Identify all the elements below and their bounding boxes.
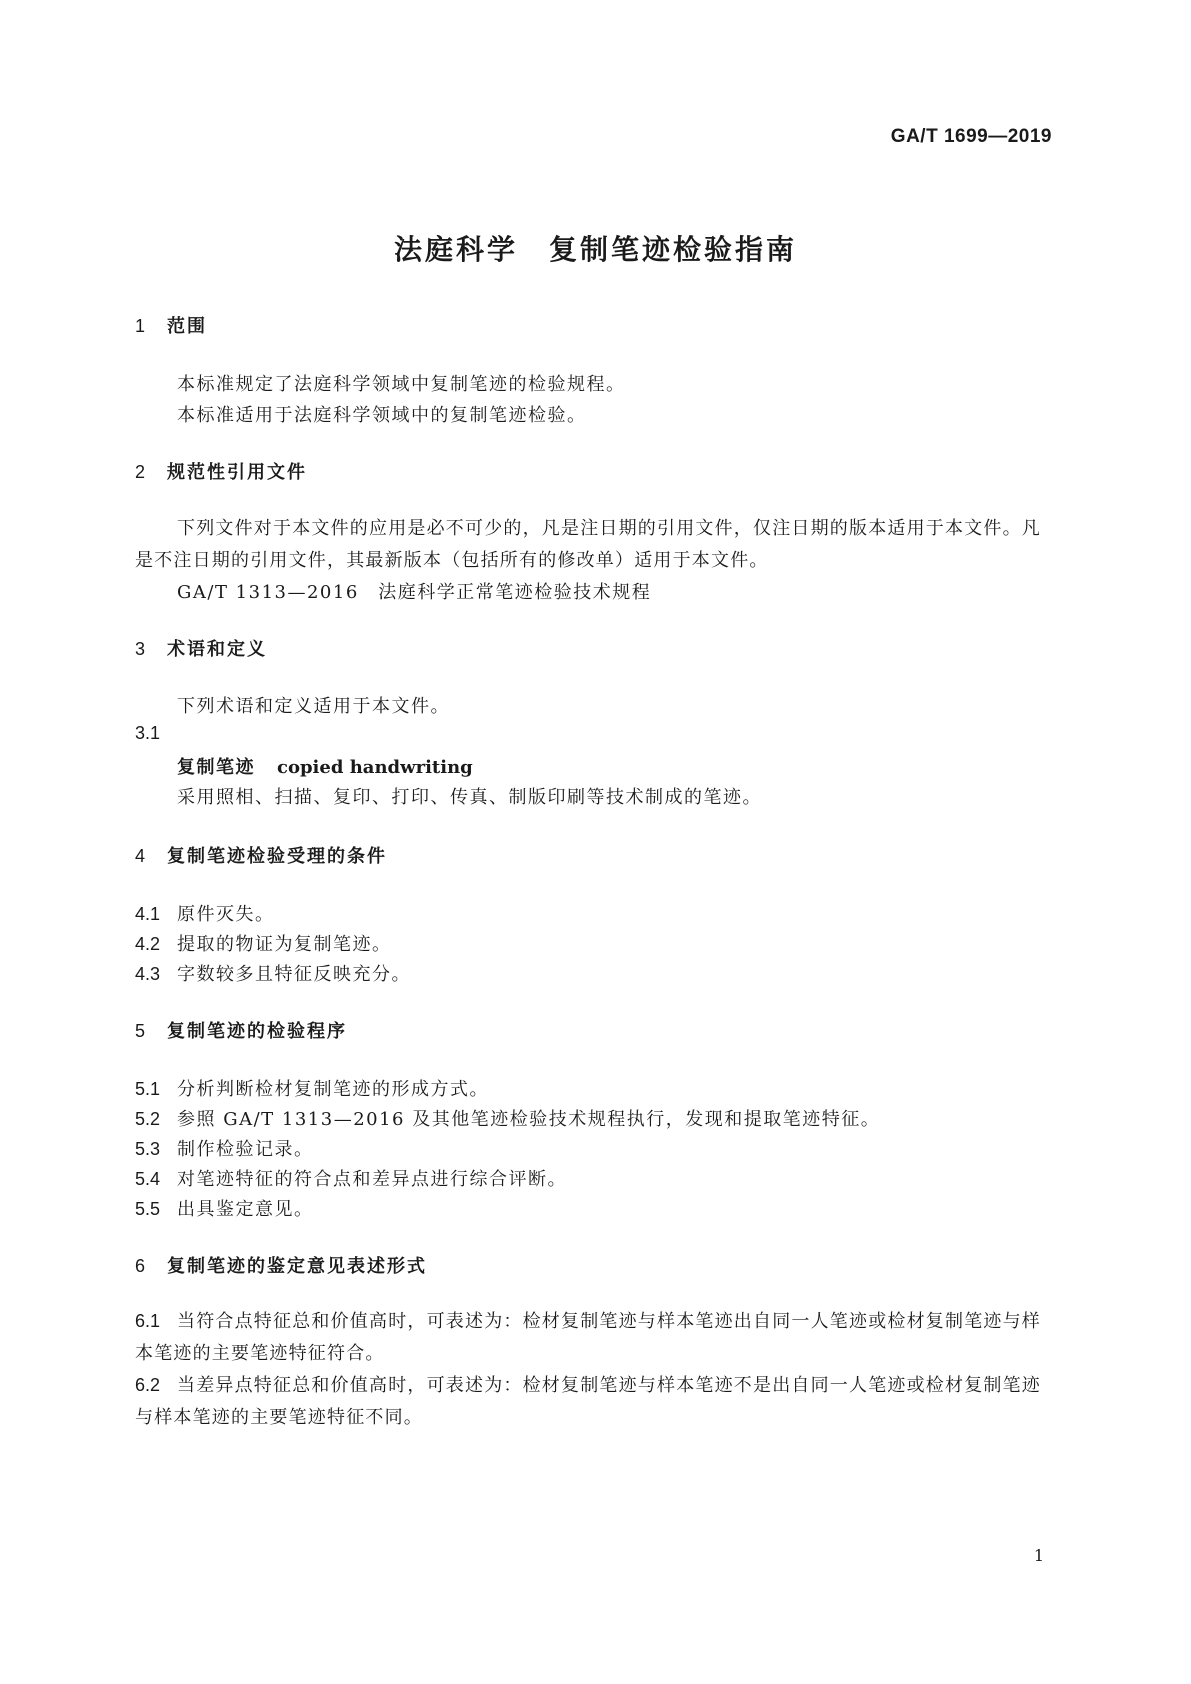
section-title: 范围 — [167, 316, 207, 337]
list-item — [135, 1135, 314, 1161]
item-text: 提取的物证为复制笔迹。 — [177, 934, 392, 955]
normative-reference: GA/T 1313—2016 法庭科学正常笔迹检验技术规程 — [177, 582, 652, 603]
section-title: 规范性引用文件 — [167, 462, 307, 483]
item-number: 6.2 — [135, 1375, 161, 1395]
item-number: 6.1 — [135, 1311, 161, 1331]
list-item — [135, 1105, 880, 1131]
paragraph: 本标准规定了法庭科学领域中复制笔迹的检验规程。 — [177, 374, 626, 395]
item-text: 出具鉴定意见。 — [177, 1199, 314, 1220]
section-number: 4 — [135, 846, 146, 866]
page-number: 1 — [1033, 1546, 1044, 1565]
section-title: 复制笔迹检验受理的条件 — [167, 846, 387, 867]
term-entry — [177, 753, 473, 779]
item-text: 分析判断检材复制笔迹的形成方式。 — [177, 1079, 489, 1100]
term-english: copied handwriting — [277, 757, 473, 778]
item-text: 原件灭失。 — [177, 904, 275, 925]
list-item — [135, 960, 411, 986]
term-chinese: 复制笔迹 — [177, 757, 255, 778]
section-2-heading — [135, 458, 307, 484]
section-5-heading — [135, 1017, 347, 1043]
list-item — [135, 930, 392, 956]
item-number: 4.1 — [135, 904, 161, 924]
section-number: 5 — [135, 1021, 146, 1041]
section-number: 6 — [135, 1256, 146, 1276]
item-number: 5.4 — [135, 1169, 161, 1189]
section-6-heading — [135, 1252, 427, 1278]
section-number: 1 — [135, 316, 146, 336]
term-definition: 采用照相、扫描、复印、打印、传真、制版印刷等技术制成的笔迹。 — [177, 787, 762, 808]
item-number: 5.1 — [135, 1079, 161, 1099]
standard-code: GA/T 1699—2019 — [890, 126, 1052, 147]
item-number: 5.3 — [135, 1139, 161, 1159]
list-item — [135, 1305, 1057, 1370]
section-number: 3 — [135, 639, 146, 659]
item-number: 4.3 — [135, 964, 161, 984]
item-number: 5.2 — [135, 1109, 161, 1129]
item-text: 参照 GA/T 1313—2016 及其他笔迹检验技术规程执行，发现和提取笔迹特征。 — [177, 1109, 881, 1130]
item-text: 字数较多且特征反映充分。 — [177, 964, 411, 985]
section-number: 2 — [135, 462, 146, 482]
list-item — [135, 1075, 489, 1101]
section-title: 复制笔迹的检验程序 — [167, 1021, 347, 1042]
section-title: 术语和定义 — [167, 639, 267, 660]
list-item — [135, 900, 275, 926]
item-number: 5.5 — [135, 1199, 161, 1219]
item-text: 对笔迹特征的符合点和差异点进行综合评断。 — [177, 1169, 567, 1190]
paragraph: 本标准适用于法庭科学领域中的复制笔迹检验。 — [177, 405, 587, 426]
section-4-heading — [135, 842, 387, 868]
item-number: 4.2 — [135, 934, 161, 954]
item-text: 制作检验记录。 — [177, 1139, 314, 1160]
clause-number: 3.1 — [135, 723, 161, 743]
section-3-heading — [135, 635, 267, 661]
list-item — [135, 1195, 314, 1221]
section-title: 复制笔迹的鉴定意见表述形式 — [167, 1256, 427, 1277]
list-item — [135, 1165, 567, 1191]
item-text: 当差异点特征总和价值高时，可表述为：检材复制笔迹与样本笔迹不是出自同一人笔迹或检材复制笔迹与样本笔迹的主要笔迹特征不同。 — [135, 1375, 1041, 1428]
document-title: 法庭科学 复制笔迹检验指南 — [393, 233, 797, 266]
paragraph: 下列术语和定义适用于本文件。 — [177, 696, 450, 717]
list-item — [135, 1369, 1057, 1434]
paragraph: 下列文件对于本文件的应用是必不可少的，凡是注日期的引用文件，仅注日期的版本适用于本文件。凡是不注日期的引用文件，其最新版本（包括所有的修改单）适用于本文件。 — [135, 518, 1041, 571]
section-1-heading — [135, 312, 207, 338]
item-text: 当符合点特征总和价值高时，可表述为：检材复制笔迹与样本笔迹出自同一人笔迹或检材复制笔迹与样本笔迹的主要笔迹特征符合。 — [135, 1311, 1041, 1364]
